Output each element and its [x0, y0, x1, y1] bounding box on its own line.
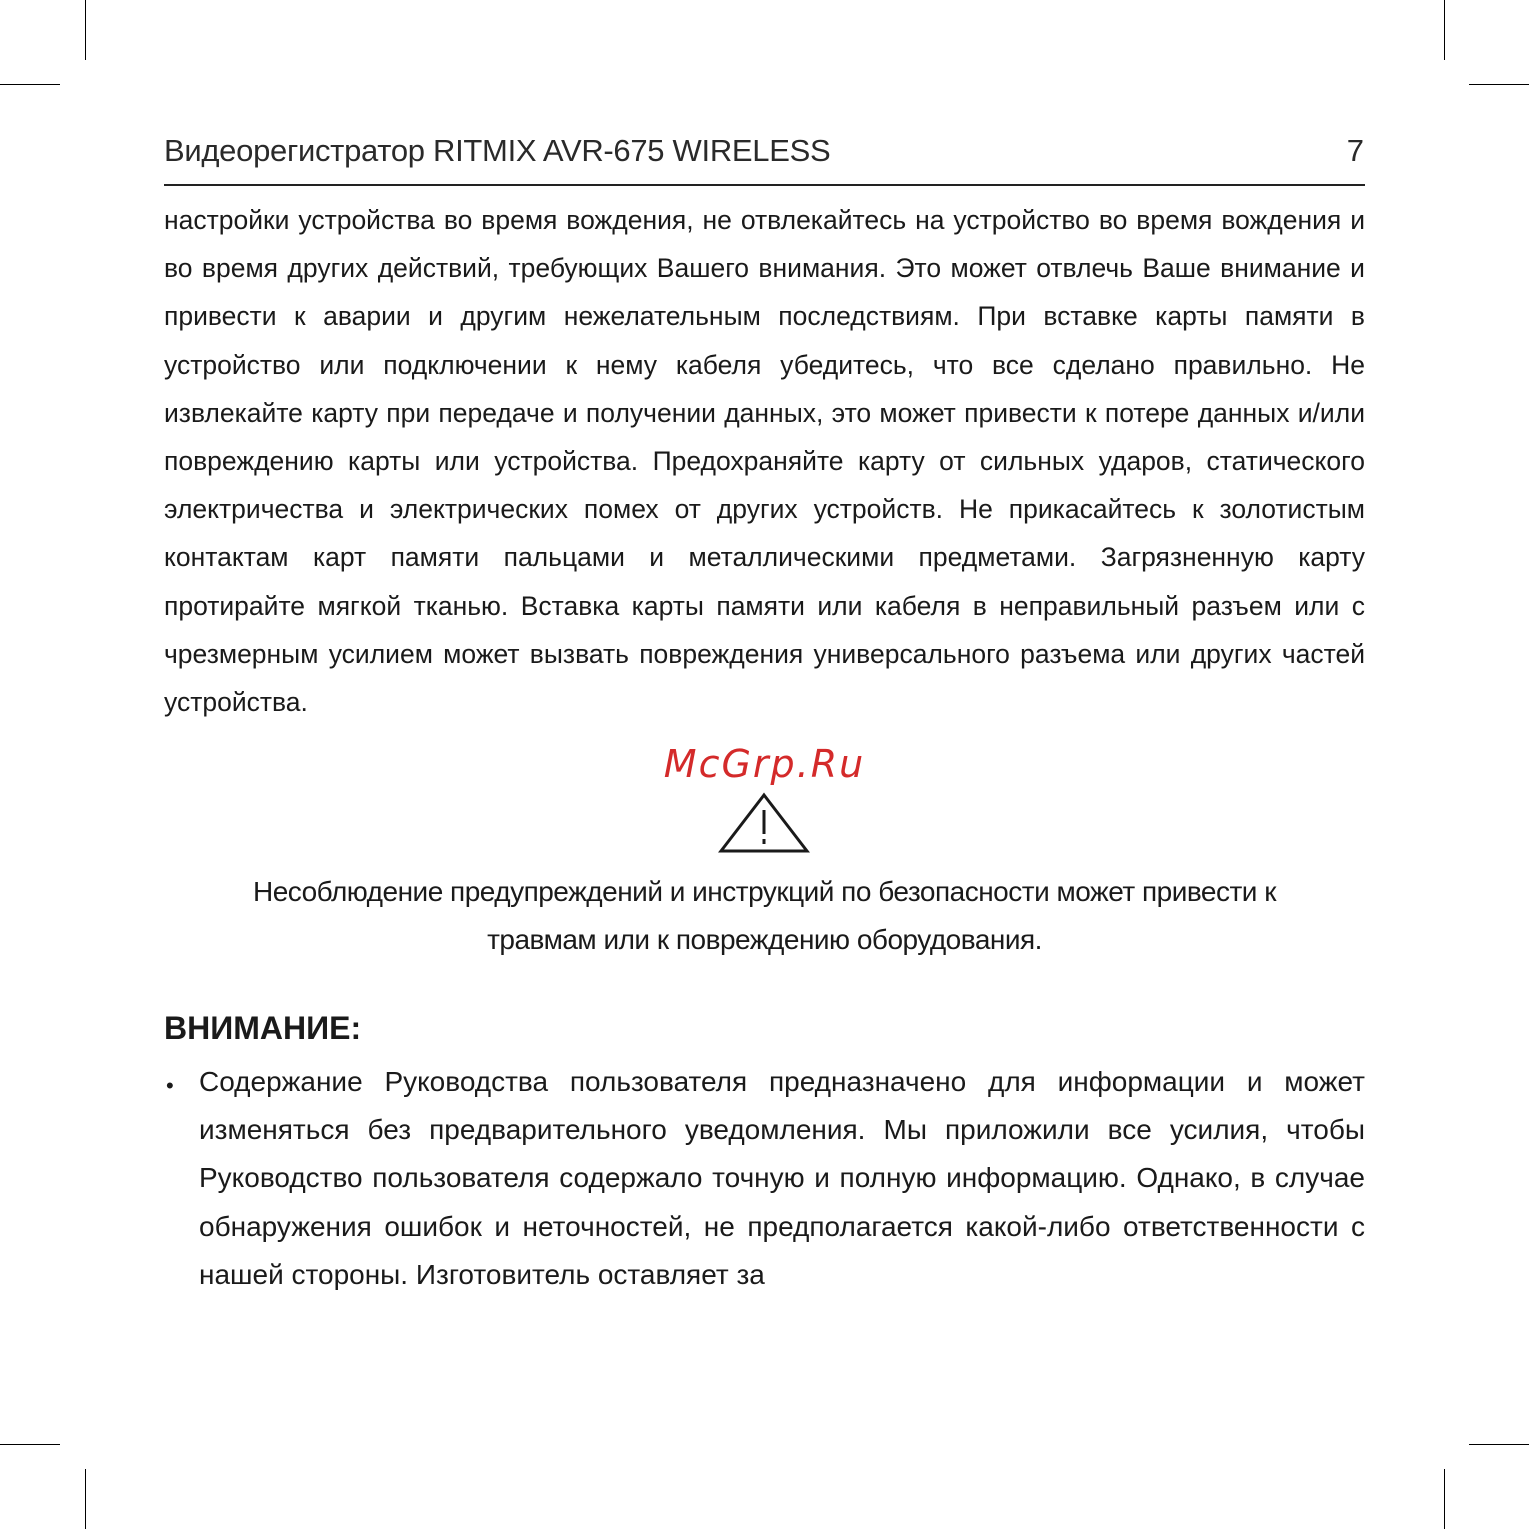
attention-item: Содержание Руководства пользователя предназначено для информации и может изменяться без предварительного уведомления. Мы приложили все усилия, чтобы Руководство пользователя содержало точную и полную информацию. Однако, в случае обнаружения ошибок и неточностей, не предполагается какой-либо ответственности с нашей стороны. Изготовитель оставляет за	[199, 1066, 1365, 1290]
page-header	[164, 133, 1364, 183]
crop-mark	[85, 1469, 86, 1529]
crop-mark	[1444, 1469, 1445, 1529]
warning-line-1: Несоблюдение предупреждений и инструкций по безопасности может привести к	[253, 876, 1276, 907]
page-number: 7	[1346, 133, 1364, 168]
crop-mark	[85, 0, 86, 60]
page-header-title: Видеорегистратор RITMIX AVR-675 WIRELESS	[164, 133, 831, 168]
header-divider	[164, 184, 1365, 186]
crop-mark	[0, 1444, 60, 1445]
watermark: McGrp.Ru	[663, 742, 866, 786]
warning-triangle-icon	[718, 792, 810, 854]
warning-line-2: травмам или к повреждению оборудования.	[487, 924, 1042, 955]
attention-heading: ВНИМАНИЕ:	[164, 1010, 362, 1046]
body-paragraph: настройки устройства во время вождения, не отвлекайтесь на устройство во время вождения и во время других действий, требующих Вашего внимания. Это может отвлечь Ваше внимание и привести к аварии и другим нежелательным последствиям. При вставке карты памяти в устройство или подключении к нему кабеля убедитесь, что все сделано правильно. Не извлекайте карту при передаче и получении данных, это может привести к потере данных и/или повреждению карты или устройства. Предохраняйте карту от сильных ударов, статического электричества и электрических помех от других устройств. Не прикасайтесь к золотистым контактам карт памяти пальцами и металлическими предметами. Загрязненную карту протирайте мягкой тканью. Вставка карты памяти или кабеля в неправильный разъем или с чрезмерным усилием может вызвать повреждения универсального разъема или других частей устройства.	[164, 205, 1365, 718]
crop-mark	[1444, 0, 1445, 60]
crop-mark	[1469, 1444, 1529, 1445]
bullet-marker: •	[166, 1073, 174, 1098]
warning-text	[164, 868, 1365, 964]
crop-mark	[1469, 84, 1529, 85]
crop-mark	[0, 84, 60, 85]
